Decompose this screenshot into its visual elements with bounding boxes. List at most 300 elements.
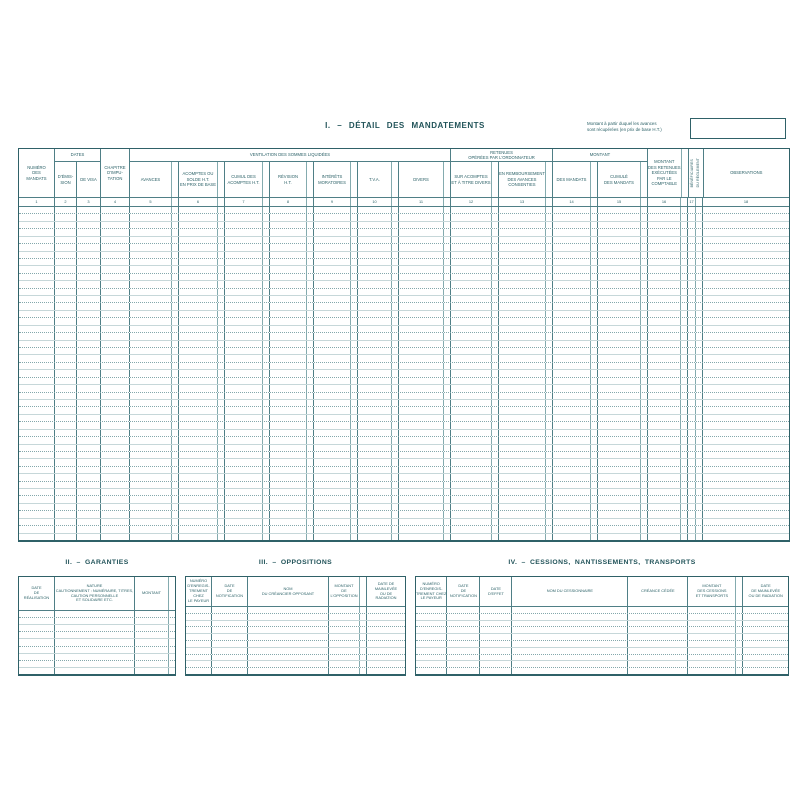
centimes-divider [391,303,398,309]
centimes-divider [590,474,597,480]
centimes-divider [217,281,224,287]
cell [451,467,499,473]
column-header [55,162,77,197]
centimes-divider [171,489,178,495]
cell [703,252,789,258]
cell [358,244,399,250]
cell [314,459,358,465]
cell [55,266,77,272]
centimes-divider [695,467,702,473]
centimes-divider [695,482,702,488]
header-label: D'EFFET [487,590,504,596]
centimes-divider [171,237,178,243]
centimes-divider [217,244,224,250]
centimes-divider [350,311,357,317]
cell [399,266,451,272]
centimes-divider [391,296,398,302]
centimes-divider [391,252,398,258]
cell [55,504,77,510]
cell [101,229,130,235]
cell [77,407,101,413]
cell [399,333,451,339]
cell [77,422,101,428]
centimes-divider [695,496,702,502]
cell [399,445,451,451]
table-row [19,214,789,221]
cell [130,511,179,517]
cell [55,289,77,295]
centimes-divider [443,437,450,443]
centimes-divider [640,355,647,361]
centimes-divider [491,407,498,413]
centimes-divider [680,207,687,213]
centimes-divider [735,614,742,620]
header-label: SOLDE H.T. [186,176,210,182]
centimes-divider [443,370,450,376]
centimes-divider [695,393,702,399]
table-row [19,445,789,452]
centimes-divider [590,244,597,250]
cell [648,252,688,258]
centimes-divider [306,363,313,369]
centimes-divider [306,341,313,347]
cell [77,289,101,295]
table-row [19,229,789,236]
cell [225,303,270,309]
centimes-divider [306,407,313,413]
cell [179,519,225,525]
centimes-divider [306,526,313,532]
cell [101,474,130,480]
centimes-divider [491,422,498,428]
cell [19,363,55,369]
cell [703,274,789,280]
cell [499,214,553,220]
centimes-divider [350,266,357,272]
cell [130,430,179,436]
cell [179,341,225,347]
cell [314,222,358,228]
table-row [416,614,788,621]
cell [248,655,329,661]
centimes-divider [306,415,313,421]
cell [358,474,399,480]
centimes-divider [168,668,175,674]
cell [19,459,55,465]
header-label: RÉALISATION [23,594,50,600]
cell [225,519,270,525]
cell [358,445,399,451]
cell [703,519,789,525]
cell [451,214,499,220]
cell [179,289,225,295]
centimes-divider [262,363,269,369]
header-label: CONSENTIES [508,182,536,188]
cell [270,400,314,406]
centimes-divider [350,289,357,295]
column-header [704,149,789,197]
centimes-divider [350,303,357,309]
centimes-divider [391,333,398,339]
centimes-divider [391,519,398,525]
cell [688,467,703,473]
centimes-divider [680,482,687,488]
centimes-divider [545,400,552,406]
centimes-divider [217,198,224,206]
cell [314,318,358,324]
column-header [480,577,512,606]
centimes-divider [262,385,269,391]
centimes-divider [590,489,597,495]
cell [703,348,789,354]
cell [130,452,179,458]
cell [130,519,179,525]
cell [447,614,480,620]
centimes-divider [590,296,597,302]
centimes-divider [680,415,687,421]
header-label: RADIATION [375,595,397,601]
cell [130,244,179,250]
cell [77,378,101,384]
cell [77,459,101,465]
header-label: AVANCES [140,176,161,182]
cell [480,655,512,661]
centimes-divider [171,266,178,272]
cell [101,400,130,406]
centimes-divider [391,229,398,235]
cell [451,534,499,540]
cell [416,661,447,667]
column-number: 6 [179,198,225,206]
cell [648,534,688,540]
centimes-divider [545,274,552,280]
centimes-divider [350,385,357,391]
cell [358,318,399,324]
cell [77,237,101,243]
cell [451,437,499,443]
cell [314,341,358,347]
cell [130,229,179,235]
centimes-divider [590,333,597,339]
cell [314,303,358,309]
cell [688,393,703,399]
centimes-divider [590,229,597,235]
centimes-divider [680,437,687,443]
cell [270,489,314,495]
cell [499,452,553,458]
cell [598,311,648,317]
cell [225,266,270,272]
centimes-divider [306,519,313,525]
cell [130,318,179,324]
centimes-divider [217,474,224,480]
centimes-divider [391,326,398,332]
cell [225,482,270,488]
table-row [19,207,789,214]
cessions-table [415,576,789,676]
cell [55,311,77,317]
centimes-divider [262,393,269,399]
centimes-divider [171,326,178,332]
cell [186,668,212,674]
cell [703,207,789,213]
cell [314,526,358,532]
header-label: OU DE RADIATION [748,592,783,598]
centimes-divider [217,222,224,228]
cell [186,655,212,661]
cell [225,341,270,347]
centimes-divider [695,207,702,213]
cell [329,661,367,667]
cell [314,289,358,295]
centimes-divider [695,244,702,250]
table-row [19,467,789,474]
centimes-divider [171,289,178,295]
centimes-divider [680,214,687,220]
centimes-divider [491,526,498,532]
centimes-divider [695,422,702,428]
centimes-divider [735,641,742,647]
cell [55,430,77,436]
centimes-divider [350,363,357,369]
cell [19,355,55,361]
cell [553,303,598,309]
header-label: D'ÉMIS- [57,174,74,180]
cell [553,378,598,384]
centimes-divider [443,162,450,197]
cell [743,614,788,620]
cell [19,482,55,488]
header-label: PAR LE [656,175,672,181]
centimes-divider [680,489,687,495]
cell [248,648,329,654]
cell [270,333,314,339]
cell [179,482,225,488]
cell [270,214,314,220]
centimes-divider [350,474,357,480]
cell [77,318,101,324]
cell [553,519,598,525]
cell [648,393,688,399]
cell [499,318,553,324]
centimes-divider [491,244,498,250]
cell [703,333,789,339]
centimes-divider [491,281,498,287]
cell [499,281,553,287]
centimes-divider [443,482,450,488]
centimes-divider [168,661,175,667]
cell [77,370,101,376]
centimes-divider [640,474,647,480]
cell [77,489,101,495]
cell [212,621,248,627]
cell [703,496,789,502]
cell [179,296,225,302]
oppositions-table [185,576,406,676]
centimes-divider [306,452,313,458]
centimes-divider [359,627,366,633]
cell [55,341,77,347]
cell [225,229,270,235]
centimes-divider [443,237,450,243]
centimes-divider [491,393,498,399]
cell [186,621,212,627]
centimes-divider [262,534,269,540]
cell [270,430,314,436]
cell [248,614,329,620]
cell [55,467,77,473]
centimes-divider [262,259,269,265]
cell [648,437,688,443]
cell [179,526,225,532]
centimes-divider [590,445,597,451]
cell [101,274,130,280]
table-row [19,252,789,259]
cell [225,467,270,473]
cell [703,237,789,243]
centimes-divider [171,363,178,369]
cell [19,489,55,495]
cell [648,229,688,235]
header-label: COMPTABLE [651,181,678,187]
cell [19,407,55,413]
cell [598,467,648,473]
cell [648,511,688,517]
cell [688,318,703,324]
centimes-divider [640,511,647,517]
centimes-divider [171,274,178,280]
cell [399,393,451,399]
centimes-divider [640,289,647,295]
centimes-divider [217,318,224,324]
centimes-divider [306,296,313,302]
centimes-divider [680,341,687,347]
centimes-divider [350,534,357,540]
header-label: DATE [31,585,42,591]
cell [77,244,101,250]
section-title-oppositions: III. – OPPOSITIONS [258,559,333,566]
cell [598,281,648,287]
centimes-divider [262,281,269,287]
centimes-divider [640,348,647,354]
cell [499,207,553,213]
column-header [19,577,55,610]
cell [703,378,789,384]
centimes-divider [306,207,313,213]
centimes-divider [443,400,450,406]
centimes-divider [171,162,178,197]
cell [688,289,703,295]
cell [55,370,77,376]
cell [598,482,648,488]
group-label [451,149,553,162]
cell [358,207,399,213]
cell [130,400,179,406]
centimes-divider [545,482,552,488]
table-row [186,634,405,641]
centimes-divider [171,526,178,532]
cell [77,326,101,332]
cell [451,482,499,488]
centimes-divider [350,504,357,510]
column-header [628,577,688,606]
header-label: T.V.A. [369,176,380,182]
cell [703,222,789,228]
centimes-divider [695,459,702,465]
centimes-divider [391,363,398,369]
cell [703,341,789,347]
centimes-divider [491,400,498,406]
cell [270,474,314,480]
cell [480,641,512,647]
cell [358,259,399,265]
centimes-divider [217,303,224,309]
centimes-divider [590,266,597,272]
cell [77,534,101,540]
centimes-divider [262,244,269,250]
centimes-divider [217,452,224,458]
group-label-line: OPÉRÉES PAR L'ORDONNATEUR [468,155,535,160]
cell [499,274,553,280]
centimes-divider [306,400,313,406]
centimes-divider [359,577,366,606]
centimes-divider [640,504,647,510]
centimes-divider [443,207,450,213]
centimes-divider [350,526,357,532]
cell [648,326,688,332]
cell [451,274,499,280]
table-row [19,437,789,444]
cell [648,467,688,473]
cell [270,422,314,428]
cell [225,207,270,213]
table-row [416,668,788,674]
cell [598,259,648,265]
cell [130,252,179,258]
centimes-divider [443,311,450,317]
centimes-divider [640,318,647,324]
cell [512,661,628,667]
centimes-divider [359,661,366,667]
centimes-divider [262,496,269,502]
centimes-divider [350,430,357,436]
centimes-divider [350,274,357,280]
table-row [19,504,789,511]
cell [314,266,358,272]
centimes-divider [640,526,647,532]
cell [648,504,688,510]
table-row [19,333,789,340]
cell [451,400,499,406]
cell [55,654,135,660]
cell [399,415,451,421]
cell [553,385,598,391]
column-header [270,162,314,197]
centimes-divider [350,237,357,243]
centimes-divider [590,385,597,391]
cell [55,422,77,428]
cell [499,534,553,540]
cell [55,229,77,235]
centimes-divider [306,274,313,280]
column-header [648,149,689,197]
cell [77,482,101,488]
cell [499,296,553,302]
centimes-divider [735,607,742,613]
cell [179,318,225,324]
header-label: TATION [107,175,123,181]
cell [19,654,55,660]
